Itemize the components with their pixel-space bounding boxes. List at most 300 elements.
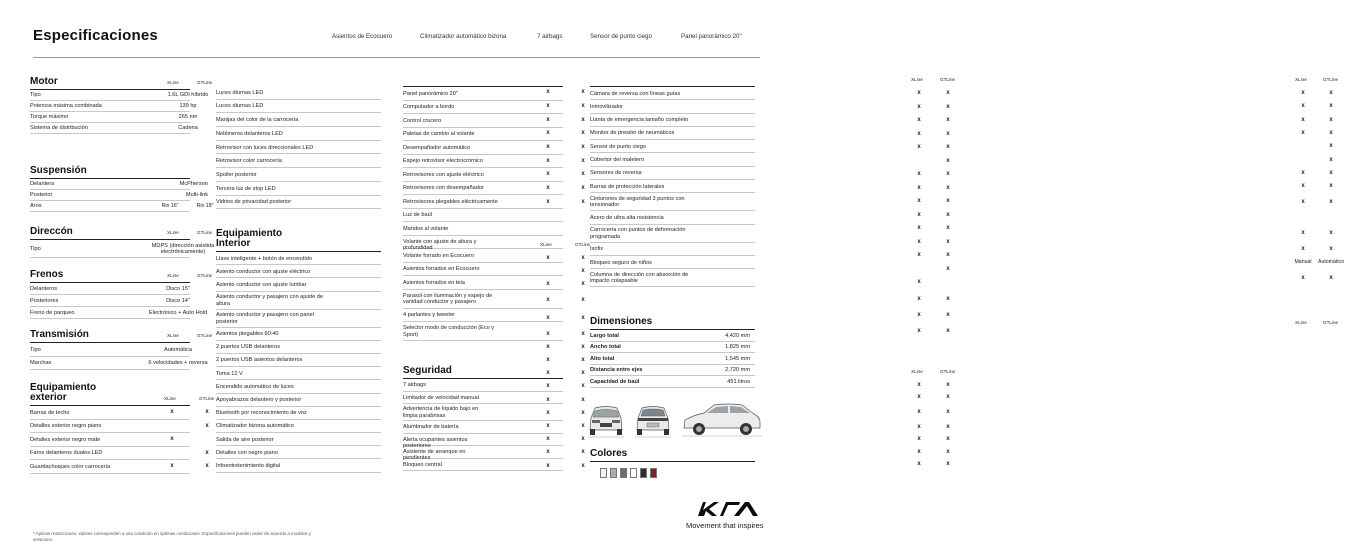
spec-label: Llave inteligente + botón de encendido [216, 255, 312, 262]
spec-row [30, 283, 190, 295]
kia-logo [696, 500, 760, 518]
xline-value: x [917, 90, 921, 97]
xline-value: x [917, 436, 921, 443]
spec-label: Asientos forrados en Ecocuero [403, 266, 480, 273]
xline-value: x [546, 357, 550, 364]
spec-row [30, 190, 208, 201]
spec-label: Posterior [30, 192, 53, 199]
col-header-gtline: GTLine [1323, 77, 1339, 82]
xline-value: x [917, 252, 921, 259]
spec-row [590, 211, 755, 224]
col-header-gtline: GTLine [197, 273, 213, 278]
xline-value: Rin 16" [161, 203, 179, 209]
spec-row [403, 263, 950, 277]
spec-label: Manijas del color de la carrocería [216, 117, 299, 124]
xline-value: x [546, 103, 550, 110]
spec-value: 2,720 mm [725, 367, 750, 374]
spec-label: Posteriores [30, 297, 59, 304]
frenos-section [30, 266, 213, 319]
spec-label: Infoentretenimiento digital [216, 462, 281, 469]
spec-row [590, 140, 1333, 153]
gtline-value: x [946, 90, 950, 97]
xline-value: x [1301, 198, 1305, 205]
xline-value: x [546, 422, 550, 429]
section-header [30, 266, 213, 280]
gtline-value: x [946, 157, 950, 164]
spec-label: Luz de baúl [403, 212, 432, 219]
section-header [30, 223, 213, 237]
spec-row [30, 420, 209, 434]
gtline-value: x [946, 171, 950, 178]
spec-label: 7 airbags [403, 382, 427, 389]
motor-section [30, 73, 213, 134]
spec-row [30, 101, 197, 112]
spec-label: Asiento conductor y pasajero con ajuste de altura [216, 294, 323, 307]
gtline-value: x [581, 130, 585, 137]
gtline-value: x [946, 184, 950, 191]
spec-row [590, 256, 1344, 269]
gtline-value: x [946, 144, 950, 151]
spec-value: McPherson [179, 181, 208, 188]
col-header-gtline: GTLine [197, 333, 213, 338]
spec-label: Tipo [30, 92, 41, 99]
spec-row [30, 295, 190, 307]
spec-label: Vidrios de privacidad posterior [216, 199, 292, 206]
spec-label: 2 puertos USB asientos delanteros [216, 357, 303, 364]
car-rear-icon [632, 402, 674, 438]
xline-value: x [546, 436, 550, 443]
spec-label: Apoyabrazos delantero y posterior [216, 397, 302, 403]
section-rule [590, 461, 755, 462]
gtline-value: x [581, 449, 585, 456]
xline-value: x [170, 436, 174, 443]
gtline-value: x [581, 330, 585, 337]
spec-label: Detalles con negro piano [216, 449, 278, 456]
col-header-gtline: GTLine [940, 77, 956, 82]
spec-row [30, 460, 209, 474]
spec-label: Control crucero [403, 117, 442, 124]
xline-value: x [917, 423, 921, 430]
top-feature: Climatizador automático bizona [420, 33, 507, 40]
section-title: Suspensión [30, 165, 87, 176]
section-title: Dimensiones [590, 316, 653, 327]
xline-value: x [917, 238, 921, 245]
gtline-value: x [581, 436, 585, 443]
col-header-xline: XLine [167, 80, 179, 85]
dimensiones-section [590, 313, 1339, 388]
spec-label: Asientos forrados en tela [403, 279, 465, 286]
spec-row [30, 307, 208, 319]
section-header [590, 313, 1339, 327]
spec-row [590, 365, 755, 377]
gtline-value: x [946, 238, 950, 245]
gtline-value: x [581, 281, 585, 288]
spec-row [590, 167, 1333, 180]
spec-row [216, 354, 585, 367]
section-title: Seguridad [403, 365, 452, 376]
section-title: Transmisión [30, 329, 89, 340]
section-header [30, 382, 215, 403]
xline-value: x [917, 225, 921, 232]
spec-row [30, 406, 209, 420]
col-header-xline: XLine [540, 242, 552, 247]
spec-label: Barras de protección laterales [590, 183, 665, 190]
spec-value: MDPS (dirección asistida electrónicamente) [151, 242, 215, 255]
spec-label: Luces diurnas LED [216, 103, 264, 110]
section-header [30, 162, 190, 176]
col-header-xline: XLine [911, 369, 923, 374]
colores-section [590, 445, 755, 462]
spec-row [30, 201, 214, 212]
gtline-value: x [205, 422, 209, 429]
col-header-xline: XLine [167, 230, 179, 235]
xline-value: x [546, 255, 550, 262]
spec-label: Guardachoques color carrocería [30, 463, 111, 470]
xline-value: x [546, 449, 550, 456]
gtline-value: x [581, 103, 585, 110]
spec-label: Climatizador bizona automático [216, 423, 295, 430]
spec-label: Retrovisor color carrocería [216, 158, 282, 165]
spec-label: Parasol con iluminación y espejo de vanidad conductor y pasajero [403, 292, 493, 305]
gtline-value: x [946, 225, 950, 232]
spec-label: Alerta ocupantes asientos posteriores [403, 436, 468, 449]
xline-value: x [917, 394, 921, 401]
spec-row [590, 114, 1333, 127]
xline-value: x [917, 311, 921, 318]
gtline-value: x [946, 423, 950, 430]
xline-value: x [1301, 230, 1305, 237]
spec-label: Volante forrado en Ecocuero [403, 252, 474, 259]
spec-label: Retrovisores plegables eléctricamente [403, 198, 498, 205]
spec-value: Disco 15" [166, 285, 190, 292]
xline-value: x [917, 381, 921, 388]
gtline-value: x [581, 171, 585, 178]
gtline-value: x [1329, 169, 1333, 176]
spec-label: Alto total [590, 355, 615, 362]
gtline-value: x [581, 343, 585, 350]
xline-value: x [917, 184, 921, 191]
spec-label: Tipo [30, 346, 41, 353]
suspension-section [30, 162, 214, 212]
xline-value: x [546, 116, 550, 123]
gtline-value: x [946, 436, 950, 443]
gtline-value: x [581, 396, 585, 403]
car-side-icon [680, 400, 764, 440]
spec-label: Alumbrador de batería [403, 424, 459, 431]
page-title: Especificaciones [33, 27, 158, 44]
spec-label: Llanta de emergencia tamaño completo [590, 117, 689, 124]
xline-value: x [1301, 183, 1305, 190]
xline-value: x [917, 448, 921, 455]
car-front-icon [585, 402, 627, 438]
gtline-value: x [946, 295, 950, 302]
spec-row [590, 127, 1333, 140]
col-header-gtline: GTLine [575, 242, 591, 247]
spec-row [590, 376, 755, 388]
gtline-value: x [581, 185, 585, 192]
spec-row [403, 459, 950, 472]
top-feature: 7 airbags [537, 33, 563, 40]
color-swatch [650, 468, 657, 478]
xline-value: x [546, 330, 550, 337]
xline-value: x [917, 103, 921, 110]
spec-value: Multi-link [185, 192, 208, 199]
spec-label: Asistente de arranque en pendientes [403, 449, 466, 462]
spec-label: Aros [30, 203, 42, 210]
footnote: * Aplican restricciones, valores corresponden a una condición en óptimas condiciones. Especificaciones pueden variar de acuerdo a modelos y versiones. [33, 531, 311, 542]
color-swatch [620, 468, 627, 478]
spec-row [590, 225, 1333, 243]
spec-label: Limitador de velocidad manual [403, 394, 479, 401]
xline-value: x [546, 297, 550, 304]
col-header-xline: XLine [911, 77, 923, 82]
spec-row [30, 179, 208, 190]
col-header-xline: XLine [167, 273, 179, 278]
xline-value: x [546, 462, 550, 469]
col-header-xline: XLine [167, 333, 179, 338]
spec-row [30, 343, 190, 357]
xline-value: x [546, 315, 550, 322]
equipamiento-exterior-section [30, 382, 215, 474]
xline-value: x [1301, 116, 1305, 123]
xline-value: x [170, 463, 174, 470]
spec-label: Neblineros delanteros LED [216, 130, 283, 137]
spec-value: 139 hp [179, 103, 197, 110]
gtline-value: x [581, 315, 585, 322]
spec-row [30, 123, 198, 134]
gtline-value: x [581, 422, 585, 429]
spec-label: Acero de ultra alta resistencia [590, 214, 664, 221]
spec-label: Asiento conductor con ajuste eléctrico [216, 268, 311, 275]
xline-value: x [546, 198, 550, 205]
spec-label: Cámara de reversa con líneas guías [590, 90, 681, 97]
spec-label: Cobertor del maletero [590, 157, 645, 164]
spec-label: Encendido automático de luces [216, 383, 294, 390]
spec-label: Paletas de cambio al volante [403, 131, 475, 138]
spec-label: Mandos al volante [403, 225, 449, 232]
spec-value: 451 litros [727, 379, 750, 386]
direccion-section [30, 223, 215, 258]
spec-value: 6 velocidades + reversa [148, 360, 208, 367]
xline-value: x [917, 461, 921, 468]
spec-label: Retrovisores con desempañador [403, 185, 484, 192]
gtline-value: x [946, 252, 950, 259]
xline-value: x [546, 343, 550, 350]
xline-value: x [917, 295, 921, 302]
color-swatch [640, 468, 647, 478]
color-swatch [630, 468, 637, 478]
gtline-value: x [946, 130, 950, 137]
gtline-value: x [581, 89, 585, 96]
spec-label: Selector modo de conducción (Eco y Sport) [403, 325, 495, 338]
spec-row [590, 330, 755, 342]
gtline-value: x [1329, 245, 1333, 252]
gtline-value: x [581, 198, 585, 205]
xline-value: x [546, 185, 550, 192]
spec-row [403, 392, 950, 405]
gtline-value: x [581, 144, 585, 151]
top-feature: Panel panorámico 20" [681, 33, 742, 40]
gtline-value: x [946, 328, 950, 334]
xline-value: x [917, 328, 921, 334]
transmision-section [30, 326, 213, 370]
spec-row [403, 434, 950, 449]
spec-label: Bloqueo central [403, 461, 442, 468]
spec-label: Capacidad de baúl [590, 379, 640, 386]
spec-row [30, 433, 190, 447]
spec-label: Espejo retrovisor electrocrómico [403, 158, 483, 165]
xline-value: x [546, 157, 550, 164]
gtline-value: x [946, 381, 950, 388]
section-header [590, 72, 1339, 84]
color-swatch [610, 468, 617, 478]
spec-row [216, 341, 585, 354]
spec-label: Inmovilizador [590, 103, 623, 110]
gtline-value: x [946, 394, 950, 401]
spec-value: 1,825 mm [725, 344, 750, 351]
xline-value: x [546, 370, 550, 377]
spec-label: Retrovisores con ajuste eléctrico [403, 171, 484, 178]
gtline-value: x [946, 117, 950, 124]
spec-label: Faros delanteros duales LED [30, 450, 103, 457]
xline-value: x [1301, 169, 1305, 176]
spec-value: Cadena [178, 125, 198, 132]
section-title: Equipamiento Interior [216, 228, 283, 249]
spec-row [403, 404, 950, 421]
gtline-value: x [205, 409, 209, 416]
section-title: Colores [590, 448, 628, 459]
gtline-value: x [946, 461, 950, 468]
gtline-value: x [1329, 230, 1333, 237]
spec-label: Sensor de punto ciego [590, 143, 646, 150]
spec-value: 4,420 mm [725, 332, 750, 339]
top-feature: Sensor de punto ciego [590, 33, 652, 40]
spec-row [590, 100, 1333, 113]
xline-value: Manual [1294, 259, 1312, 266]
spec-label: Bluetooth por reconocimiento de voz [216, 410, 307, 417]
xline-value: x [917, 409, 921, 415]
gtline-value: x [581, 268, 585, 275]
spec-label: Panel panorámico 20" [403, 90, 458, 97]
spec-row [30, 357, 208, 371]
xline-value: x [546, 144, 550, 151]
gtline-value: x [581, 409, 585, 416]
spec-label: Toma 12 V [216, 370, 243, 377]
xline-value: x [546, 409, 550, 416]
xline-value: x [917, 117, 921, 124]
spec-row [590, 353, 755, 365]
gtline-value: x [1329, 103, 1333, 110]
spec-label: Volante con ajuste de altura y profundidad [403, 239, 477, 252]
spec-label: Isofix [590, 246, 604, 253]
seguridad-continued-section [590, 72, 1344, 287]
xline-value: x [1301, 274, 1305, 281]
spec-label: Luces diurnas LED [216, 89, 264, 96]
spec-row [590, 342, 755, 354]
spec-value: 1,545 mm [725, 355, 750, 362]
gtline-value: x [946, 448, 950, 455]
spec-value: Automática [164, 346, 192, 353]
spec-label: Distancia entre ejes [590, 367, 643, 374]
spec-row [590, 153, 1333, 166]
xline-value: x [170, 409, 174, 416]
spec-label: Tipo [30, 245, 41, 252]
spec-row [590, 269, 1333, 287]
gtline-value: x [581, 357, 585, 364]
xline-value: x [546, 171, 550, 178]
spec-value: 265 nm [178, 114, 198, 121]
section-title: Direccón [30, 226, 73, 237]
gtline-value: x [205, 449, 209, 456]
section-header [30, 326, 213, 340]
gtline-value: x [946, 211, 950, 218]
gtline-value: x [946, 311, 950, 318]
col-header-gtline: GTLine [197, 230, 213, 235]
spec-label: Freno de parqueo [30, 309, 75, 316]
spec-label: Ancho total [590, 344, 621, 351]
gtline-value: x [1329, 90, 1333, 97]
xline-value: x [1301, 90, 1305, 97]
spec-label: Cinturones de seguridad 3 puntos con tensionador [590, 196, 685, 209]
spec-label: Bloqueo seguro de niños [590, 259, 652, 266]
section-header [403, 72, 956, 84]
spec-label: Salida de aire posterior [216, 436, 274, 443]
section-header [590, 445, 755, 459]
spec-value: Electrónico + Auto Hold [148, 309, 208, 316]
spec-label: 2 puertos USB delanteros [216, 344, 281, 351]
gtline-value: Automático [1318, 259, 1344, 266]
spec-label: Torque máximo [30, 114, 69, 121]
xline-value: x [1301, 130, 1305, 137]
section-title: Frenos [30, 269, 64, 280]
gtline-value: x [1329, 130, 1333, 137]
gtline-value: x [1329, 143, 1333, 150]
spec-row [403, 290, 950, 309]
xline-value: x [917, 144, 921, 151]
gtline-value: x [581, 157, 585, 164]
spec-label: Detalles exterior negro piano [30, 423, 102, 430]
spec-label: Columna de dirección con absorción de impacto colapsable [590, 272, 689, 285]
color-swatch [600, 468, 607, 478]
brand-slogan: Movement that inspires [686, 521, 764, 530]
gtline-value: x [946, 265, 950, 272]
xline-value: x [1301, 245, 1305, 252]
gtline-value: x [205, 463, 209, 470]
gtline-value: x [581, 255, 585, 262]
spec-label: Sistema de distribución [30, 125, 88, 132]
spec-value: 1.6L GDI híbrido [167, 92, 209, 99]
gtline-value: Rin 18" [196, 203, 214, 209]
spec-row [30, 90, 209, 101]
spec-label: 4 parlantes y tweeter [403, 312, 455, 319]
xline-value: x [917, 279, 921, 286]
spec-row [590, 180, 1333, 193]
gtline-value: x [1329, 183, 1333, 190]
spec-row [30, 112, 198, 123]
col-header-gtline: GTLine [199, 396, 215, 401]
top-feature: Asientos de Ecocuero [332, 33, 393, 40]
gtline-value: x [581, 116, 585, 123]
xline-value: x [546, 281, 550, 288]
xline-value: x [546, 130, 550, 137]
spec-label: Monitor de presión de neumáticos [590, 130, 675, 137]
spec-label: Asiento conductor y pasajero con panel posterior [216, 312, 314, 325]
gtline-value: x [1329, 198, 1333, 205]
col-header-xline: XLine [1295, 320, 1307, 325]
title-divider [33, 57, 760, 58]
section-title: Motor [30, 76, 58, 87]
col-header-xline: XLine [1295, 77, 1307, 82]
